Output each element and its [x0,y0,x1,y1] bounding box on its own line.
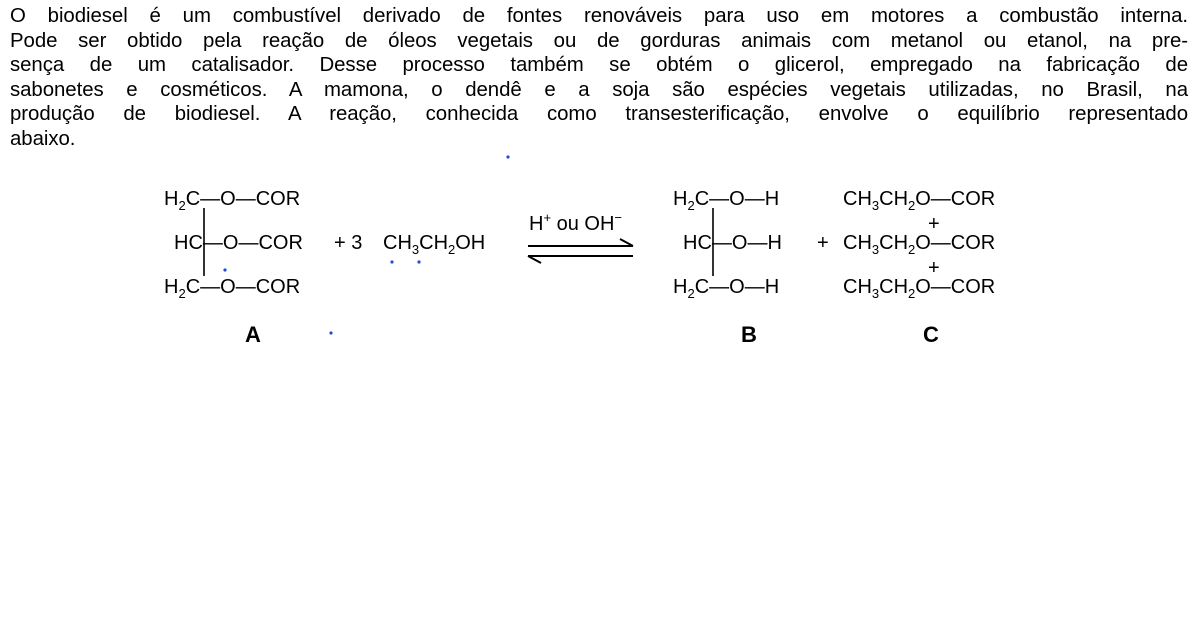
coefficient: + 3 [334,232,363,254]
product-c-row-2: $CH_3CH_2O—COR$ [843,232,996,257]
product-b-structure [673,188,782,347]
catalyst-label: H+ ou OH− [529,210,622,235]
product-b-row-1: $H_2C—O—H$ [673,188,780,213]
label-c: C [923,322,939,347]
product-b-row-3: $H_2C—O—H$ [673,276,780,301]
paragraph-line-6: abaixo. [10,127,76,150]
reactant-a-structure [164,188,303,347]
reactant-a-row-1: $H_2C—O—COR$ [164,188,301,213]
paragraph-line-1: O biodiesel é um combustível derivado de fontes renováveis para uso em motores a combustão interna. [10,5,1188,27]
paragraph-line-5: produção de biodiesel. A reação, conhecida como transesterificação, envolve o equilíbrio representado [10,103,1188,126]
product-c-structure [843,188,995,347]
reactant-a-row-2: HC—O—COR [174,232,303,254]
ethanol-formula: $CH_3CH_2OH$ [383,232,486,257]
product-c-row-1: $CH_3CH_2O—COR$ [843,188,996,213]
reactant-a-row-3: $H_2C—O—COR$ [164,276,301,301]
paragraph-line-3: sença de um catalisador. Desse processo também se obtém o glicerol, empregado na fabricação de [10,54,1188,77]
product-c-plus-1: + [928,213,940,235]
label-b: B [741,322,757,347]
product-c-row-3: $CH_3CH_2O—COR$ [843,276,996,301]
plus-sign: + [817,232,829,254]
equilibrium-arrow [528,210,633,263]
product-b-row-2: HC—O—H [683,232,782,254]
product-c-plus-2: + [928,257,940,279]
label-a: A [245,322,261,347]
paragraph-line-4: sabonetes e cosméticos. A mamona, o dendê e a soja são espécies vegetais utilizadas, no Brasil, na [10,78,1188,101]
paragraph-line-2: Pode ser obtido pela reação de óleos vegetais ou de gorduras animais com metanol ou etanol, na pre- [10,29,1188,52]
